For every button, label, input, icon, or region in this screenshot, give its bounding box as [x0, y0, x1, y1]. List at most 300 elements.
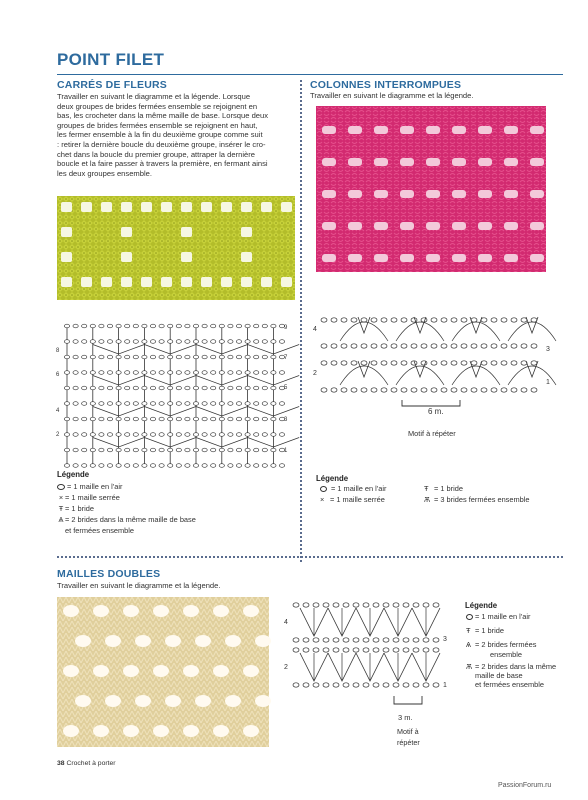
chain-stitch — [351, 318, 357, 322]
chain-stitch — [82, 448, 87, 452]
chain-stitch — [142, 417, 147, 421]
legend-item — [320, 494, 440, 505]
row-number: 3 — [443, 636, 447, 643]
two-dc-cluster-icon: Ѧ — [58, 515, 64, 524]
chain-stitch — [343, 638, 349, 642]
single-crochet-icon: × — [320, 495, 325, 504]
chain-stitch — [403, 638, 409, 642]
chain-stitch — [99, 371, 104, 375]
chain-stitch — [491, 318, 497, 322]
site-watermark: PassionForum.ru — [498, 782, 552, 789]
mesh-hole — [105, 635, 121, 647]
chain-stitch — [313, 638, 319, 642]
mesh-hole — [426, 190, 440, 198]
chain-stitch — [73, 402, 78, 406]
mesh-hole — [452, 222, 466, 230]
chain-stitch — [168, 402, 173, 406]
mesh-hole — [348, 254, 362, 262]
mesh-hole — [348, 158, 362, 166]
mesh-hole — [261, 202, 272, 212]
mesh-hole — [478, 126, 492, 134]
chain-stitch — [159, 386, 164, 390]
chain-stitch — [361, 388, 367, 392]
chain-stitch — [511, 388, 517, 392]
chain-stitch — [159, 448, 164, 452]
row-number: 7 — [284, 355, 288, 361]
chain-stitch — [193, 433, 198, 437]
chain-stitch — [501, 344, 507, 348]
chain-stitch — [211, 340, 216, 344]
chain-stitch — [82, 402, 87, 406]
mesh-hole — [241, 277, 252, 287]
mesh-hole — [181, 277, 192, 287]
mesh-hole — [374, 254, 388, 262]
row-number: 6 — [56, 372, 60, 378]
chain-stitch — [90, 464, 95, 468]
mesh-hole — [135, 695, 151, 707]
chain-stitch — [125, 355, 130, 359]
chain-icon — [466, 614, 473, 620]
arc — [340, 366, 388, 385]
chain-stitch — [73, 417, 78, 421]
chain-stitch — [159, 402, 164, 406]
chain-stitch — [353, 603, 359, 607]
mesh-hole — [452, 190, 466, 198]
chain-stitch — [313, 603, 319, 607]
chain-stitch — [193, 417, 198, 421]
legend-label: = 1 bride — [434, 484, 463, 493]
mesh-hole — [452, 254, 466, 262]
chain-stitch — [254, 417, 259, 421]
mesh-hole — [281, 277, 292, 287]
chain-stitch — [211, 355, 216, 359]
chain-stitch — [211, 464, 216, 468]
mesh-hole — [241, 202, 252, 212]
mesh-hole — [426, 222, 440, 230]
mesh-hole — [123, 725, 139, 737]
colonnes-legend-title: Légende — [316, 474, 349, 483]
chain-stitch — [236, 448, 241, 452]
chain-stitch — [393, 603, 399, 607]
chain-stitch — [341, 318, 347, 322]
mesh-hole — [183, 725, 199, 737]
mesh-hole — [61, 227, 72, 237]
text-line: les deux groupes ensemble. — [57, 168, 152, 178]
chain-stitch — [271, 417, 276, 421]
chain-stitch — [254, 340, 259, 344]
chain-stitch — [211, 386, 216, 390]
chain-stitch — [185, 371, 190, 375]
carres-legend — [57, 481, 297, 536]
chain-stitch — [461, 344, 467, 348]
chain-stitch — [401, 388, 407, 392]
chain-stitch — [254, 324, 259, 328]
chain-stitch — [236, 386, 241, 390]
text-line: groupes de brides fermées ensemble se rejoignent en haut, — [57, 120, 258, 130]
chain-stitch — [116, 417, 121, 421]
chain-stitch — [236, 340, 241, 344]
mesh-hole — [165, 635, 181, 647]
chain-stitch — [168, 464, 173, 468]
chain-stitch — [82, 386, 87, 390]
arc — [396, 322, 444, 341]
chain-stitch — [293, 683, 299, 687]
chain-stitch — [431, 344, 437, 348]
chain-stitch — [176, 464, 181, 468]
mesh-hole — [261, 277, 272, 287]
chain-stitch — [245, 386, 250, 390]
chain-stitch — [150, 324, 155, 328]
chain-stitch — [401, 361, 407, 365]
row-number: 2 — [284, 664, 288, 671]
mesh-hole — [101, 202, 112, 212]
legend-label: = 2 brides dans la même — [475, 662, 557, 671]
chain-stitch — [403, 683, 409, 687]
chain-stitch — [236, 417, 241, 421]
carres-chart — [57, 318, 297, 468]
mesh-hole — [426, 254, 440, 262]
legend-label: = 1 maille serrée — [330, 495, 385, 504]
legend-item: et fermées ensemble — [65, 526, 135, 535]
chain-stitch — [353, 638, 359, 642]
chain-stitch — [219, 371, 224, 375]
chain-stitch — [73, 386, 78, 390]
chain-stitch — [99, 448, 104, 452]
legend-item — [57, 503, 297, 514]
mesh-hole — [241, 227, 252, 237]
mesh-hole — [255, 695, 271, 707]
mesh-hole — [121, 252, 132, 262]
legend-label: = 1 bride — [65, 504, 94, 513]
mesh-hole — [181, 227, 192, 237]
chain-stitch — [116, 464, 121, 468]
chain-stitch — [254, 371, 259, 375]
chain-stitch — [168, 448, 173, 452]
legend-label: = 1 maille en l'air — [475, 612, 531, 621]
chain-stitch — [461, 361, 467, 365]
cluster-stitch — [470, 317, 482, 333]
legend-item — [466, 611, 581, 622]
chain-stitch — [107, 371, 112, 375]
mesh-hole — [241, 252, 252, 262]
chain-stitch — [219, 402, 224, 406]
chain-stitch — [185, 355, 190, 359]
chain-stitch — [293, 603, 299, 607]
chain-stitch — [185, 417, 190, 421]
mesh-hole — [504, 158, 518, 166]
text-line: chet dans la boucle du premier groupe, attraper la dernière — [57, 149, 255, 159]
chain-stitch — [254, 448, 259, 452]
chain-stitch — [142, 355, 147, 359]
mesh-hole — [504, 126, 518, 134]
mesh-hole — [221, 277, 232, 287]
chain-stitch — [90, 448, 95, 452]
chain-stitch — [373, 638, 379, 642]
chain-stitch — [491, 344, 497, 348]
chain-stitch — [371, 344, 377, 348]
chain-stitch — [271, 402, 276, 406]
chain-stitch — [262, 340, 267, 344]
mesh-hole — [201, 277, 212, 287]
chain-stitch — [271, 371, 276, 375]
repeat-label: 6 m. — [428, 407, 444, 416]
mesh-hole — [63, 725, 79, 737]
repeat-caption: répéter — [397, 738, 420, 747]
chain-stitch — [236, 433, 241, 437]
chain-stitch — [168, 355, 173, 359]
chain-stitch — [193, 355, 198, 359]
chain-stitch — [531, 344, 537, 348]
row-number: 9 — [284, 325, 288, 331]
mesh-hole — [504, 254, 518, 262]
chain-stitch — [491, 361, 497, 365]
legend-item — [57, 481, 297, 492]
legend-item — [466, 625, 581, 636]
chain-stitch — [219, 464, 224, 468]
title-rule — [57, 74, 563, 75]
chain-stitch — [150, 340, 155, 344]
mesh-hole — [243, 665, 259, 677]
row-number: 1 — [284, 448, 288, 454]
chain-stitch — [501, 318, 507, 322]
mesh-hole — [93, 725, 109, 737]
chain-stitch — [150, 386, 155, 390]
chain-stitch — [383, 638, 389, 642]
colonnes-chart — [320, 308, 550, 408]
mesh-hole — [243, 725, 259, 737]
chain-stitch — [245, 324, 250, 328]
chain-stitch — [363, 638, 369, 642]
chain-stitch — [185, 402, 190, 406]
chain-stitch — [245, 448, 250, 452]
chain-stitch — [413, 603, 419, 607]
mesh-hole — [101, 277, 112, 287]
mesh-hole — [322, 254, 336, 262]
chain-stitch — [116, 371, 121, 375]
legend-item: et fermées ensemble — [475, 680, 545, 689]
magazine-name: Crochet à porter — [66, 760, 116, 767]
row-number: 4 — [56, 408, 60, 414]
mailles-legend-title: Légende — [465, 601, 498, 610]
mesh-hole — [400, 222, 414, 230]
mesh-hole — [530, 158, 544, 166]
mesh-hole — [181, 252, 192, 262]
chain-stitch — [271, 448, 276, 452]
mesh-hole — [75, 635, 91, 647]
chain-stitch — [262, 448, 267, 452]
mesh-hole — [81, 277, 92, 287]
chain-stitch — [125, 340, 130, 344]
chain-stitch — [481, 388, 487, 392]
three-dc-cluster-icon: Ѫ — [424, 495, 431, 504]
chain-stitch — [73, 433, 78, 437]
chain-stitch — [150, 464, 155, 468]
chain-stitch — [228, 355, 233, 359]
chain-stitch — [393, 648, 399, 652]
mesh-hole — [478, 254, 492, 262]
chain-stitch — [211, 402, 216, 406]
mesh-hole — [452, 126, 466, 134]
chain-stitch — [159, 433, 164, 437]
mesh-hole — [426, 158, 440, 166]
mesh-hole — [121, 227, 132, 237]
chain-stitch — [159, 340, 164, 344]
chain-stitch — [331, 344, 337, 348]
chain-stitch — [341, 388, 347, 392]
chain-icon — [320, 486, 327, 492]
chain-stitch — [531, 361, 537, 365]
chain-stitch — [451, 388, 457, 392]
text-line: deux groupes de brides fermées ensemble se rejoignent en — [57, 101, 258, 111]
mesh-hole — [478, 190, 492, 198]
chain-stitch — [271, 355, 276, 359]
row-number: 4 — [284, 619, 288, 626]
cluster-stitch — [470, 361, 482, 377]
cluster-stitch — [526, 361, 538, 377]
row-number: 8 — [56, 348, 60, 354]
chain-stitch — [107, 448, 112, 452]
two-dc-cluster-icon: Ѫ — [466, 662, 473, 671]
chain-stitch — [142, 371, 147, 375]
repeat-label: 3 m. — [398, 713, 413, 722]
legend-label: = 1 maille en l'air — [331, 484, 387, 493]
chain-stitch — [262, 464, 267, 468]
chain-stitch — [262, 386, 267, 390]
chain-stitch — [125, 433, 130, 437]
chain-stitch — [176, 417, 181, 421]
mesh-hole — [348, 126, 362, 134]
chain-stitch — [511, 344, 517, 348]
mesh-hole — [195, 695, 211, 707]
chain-stitch — [451, 344, 457, 348]
mesh-hole — [221, 202, 232, 212]
legend-item — [466, 662, 581, 671]
mesh-hole — [201, 202, 212, 212]
mesh-hole — [213, 665, 229, 677]
chain-stitch — [159, 355, 164, 359]
chain-stitch — [193, 386, 198, 390]
chain-stitch — [293, 648, 299, 652]
chain-stitch — [383, 648, 389, 652]
chain-stitch — [321, 361, 327, 365]
chain-stitch — [262, 355, 267, 359]
chain-stitch — [142, 324, 147, 328]
chain-stitch — [323, 603, 329, 607]
chain-stitch — [125, 402, 130, 406]
chain-stitch — [245, 340, 250, 344]
chain-stitch — [82, 324, 87, 328]
chain-stitch — [373, 603, 379, 607]
chain-stitch — [90, 355, 95, 359]
chain-stitch — [371, 388, 377, 392]
chain-stitch — [293, 638, 299, 642]
chain-stitch — [168, 386, 173, 390]
mesh-hole — [348, 190, 362, 198]
chain-stitch — [431, 388, 437, 392]
chain-stitch — [245, 355, 250, 359]
chain-stitch — [193, 464, 198, 468]
chain-stitch — [383, 603, 389, 607]
chain-stitch — [176, 371, 181, 375]
chain-stitch — [331, 388, 337, 392]
mesh-hole — [400, 158, 414, 166]
carres-row-numbers — [56, 318, 66, 468]
legend-label: = 1 maille serrée — [65, 493, 120, 502]
mesh-hole — [123, 665, 139, 677]
chain-stitch — [521, 318, 527, 322]
chain-stitch — [262, 324, 267, 328]
chain-stitch — [82, 371, 87, 375]
cluster-stitch — [526, 317, 538, 333]
carres-row-numbers-right — [284, 318, 294, 468]
mesh-hole — [374, 158, 388, 166]
chain-stitch — [321, 388, 327, 392]
chain-stitch — [176, 448, 181, 452]
chain-stitch — [142, 340, 147, 344]
chain-stitch — [107, 386, 112, 390]
mesh-hole — [75, 695, 91, 707]
section-heading-carres: CARRÉS DE FLEURS — [57, 79, 167, 91]
chain-stitch — [125, 417, 130, 421]
mesh-hole — [121, 277, 132, 287]
chain-stitch — [303, 683, 309, 687]
chain-stitch — [393, 638, 399, 642]
double-crochet-icon: Ŧ — [424, 484, 429, 493]
chain-stitch — [521, 344, 527, 348]
chain-stitch — [431, 318, 437, 322]
text-line: : retirer la dernière boucle du deuxième groupe, insérer le cro- — [57, 139, 266, 149]
chain-stitch — [391, 388, 397, 392]
chain-stitch — [168, 371, 173, 375]
chain-stitch — [185, 464, 190, 468]
legend-label: = 3 brides fermées ensemble — [434, 495, 530, 504]
arc — [508, 322, 556, 341]
chain-stitch — [159, 464, 164, 468]
mesh-hole — [61, 277, 72, 287]
chain-stitch — [159, 417, 164, 421]
row-number: 1 — [443, 682, 447, 689]
mesh-hole — [153, 605, 169, 617]
chain-stitch — [254, 355, 259, 359]
chain-stitch — [202, 386, 207, 390]
chain-stitch — [433, 683, 439, 687]
chain-stitch — [107, 324, 112, 328]
chain-stitch — [193, 324, 198, 328]
chain-stitch — [441, 318, 447, 322]
chain-stitch — [73, 448, 78, 452]
repeat-caption: Motif à répéter — [408, 429, 456, 438]
row-number: 2 — [56, 432, 60, 438]
chain-stitch — [219, 355, 224, 359]
chain-stitch — [125, 371, 130, 375]
legend-item: maille de base — [475, 671, 523, 680]
mesh-hole — [281, 202, 292, 212]
chain-stitch — [245, 402, 250, 406]
chain-stitch — [228, 433, 233, 437]
chain-stitch — [82, 417, 87, 421]
chain-stitch — [271, 324, 276, 328]
chain-stitch — [90, 417, 95, 421]
chain-stitch — [202, 402, 207, 406]
chain-stitch — [211, 371, 216, 375]
chain-stitch — [413, 648, 419, 652]
chain-stitch — [228, 417, 233, 421]
chain-stitch — [521, 388, 527, 392]
chain-stitch — [202, 417, 207, 421]
chain-stitch — [168, 340, 173, 344]
chain-stitch — [82, 340, 87, 344]
chain-stitch — [236, 464, 241, 468]
